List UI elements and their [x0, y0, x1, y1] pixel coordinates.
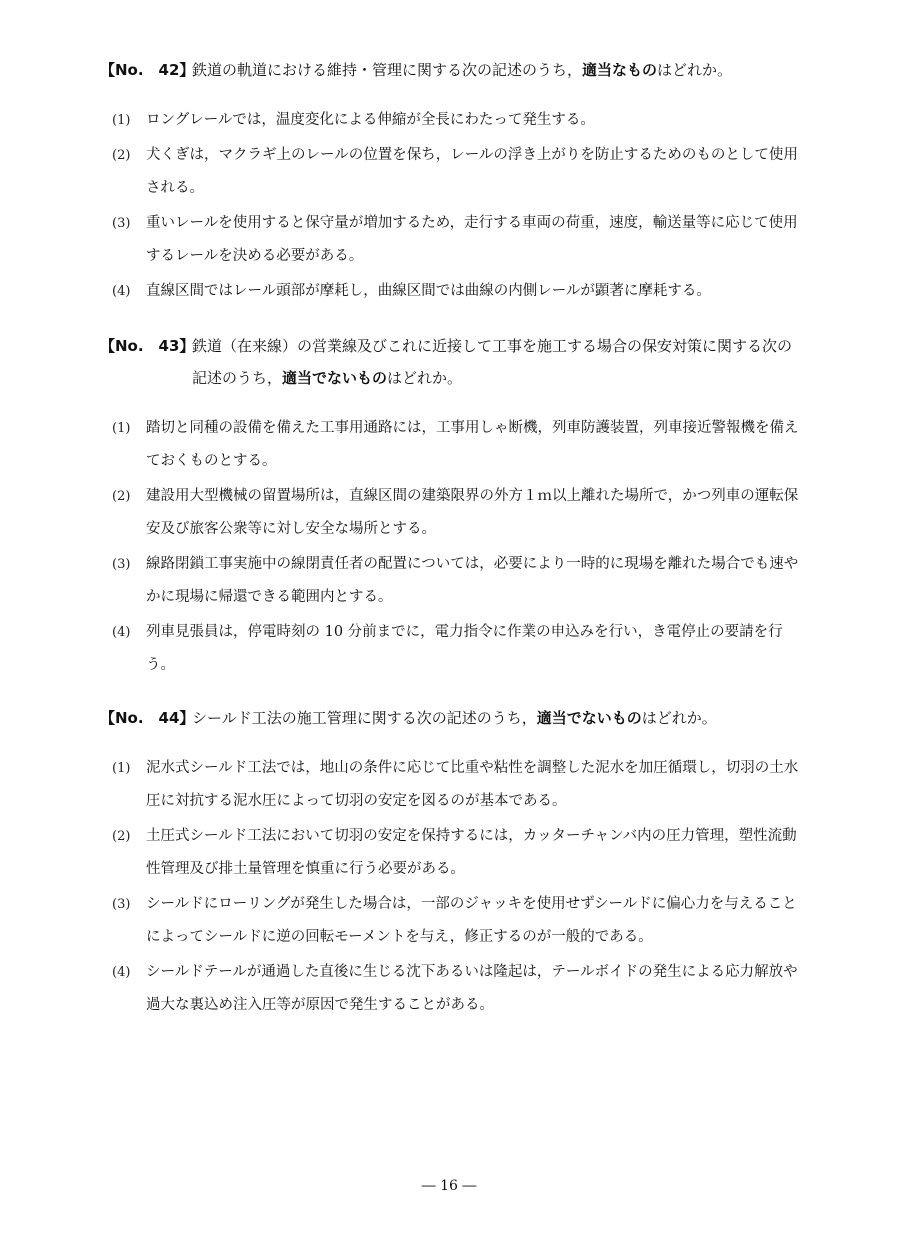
question-42 — [100, 54, 800, 310]
option-number: (1) — [112, 421, 131, 436]
option-item — [112, 616, 800, 682]
question-number: 【No. 42】 — [100, 61, 195, 79]
option-item — [112, 139, 800, 205]
question-stem — [192, 330, 800, 394]
stem-text: 鉄道（在来線）の営業線及びこれに近接して工事を施工する場合の保安対策に関する次の記述のうち， — [192, 337, 793, 387]
option-number: (3) — [112, 216, 131, 231]
stem-emphasis: 適当でないもの — [282, 369, 388, 387]
stem-ending: はどれか。 — [657, 61, 733, 79]
option-number: (2) — [112, 489, 131, 504]
option-text: 線路閉鎖工事実施中の線閉責任者の配置については，必要により一時的に現場を離れた場合でも速やかに現場に帰還できる範囲内とする。 — [146, 556, 799, 605]
option-item — [112, 480, 800, 546]
option-item — [112, 956, 800, 1022]
option-list — [100, 752, 800, 1022]
option-text: シールドにローリングが発生した場合は，一部のジャッキを使用せずシールドに偏心力を与えることによってシールドに逆の回転モーメントを与え，修正するのが一般的である。 — [146, 896, 797, 945]
option-item — [112, 207, 800, 273]
option-text: ロングレールでは，温度変化による伸縮が全長にわたって発生する。 — [146, 112, 595, 128]
option-text: 直線区間ではレール頭部が摩耗し，曲線区間では曲線の内側レールが顕著に摩耗する。 — [146, 283, 711, 299]
option-number: (2) — [112, 148, 131, 163]
option-text: 建設用大型機械の留置場所は，直線区間の建築限界の外方１ｍ以上離れた場所で，かつ列車の運転保安及び旅客公衆等に対し安全な場所とする。 — [146, 488, 799, 537]
question-number: 【No. 44】 — [100, 709, 195, 727]
question-header — [100, 330, 800, 394]
option-text: 犬くぎは，マクラギ上のレールの位置を保ち，レールの浮き上がりを防止するためのものとして使用される。 — [146, 147, 798, 196]
option-number: (4) — [112, 284, 131, 299]
stem-ending: はどれか。 — [387, 369, 463, 387]
option-item — [112, 104, 800, 137]
option-item — [112, 888, 800, 954]
question-number: 【No. 43】 — [100, 337, 195, 355]
option-text: 踏切と同種の設備を備えた工事用通路には，工事用しゃ断機，列車防護装置，列車接近警報機を備えておくものとする。 — [146, 420, 799, 469]
option-item — [112, 548, 800, 614]
option-text: 土圧式シールド工法において切羽の安定を保持するには，カッターチャンバ内の圧力管理，塑性流動性管理及び排土量管理を慎重に行う必要がある。 — [146, 828, 797, 877]
stem-emphasis: 適当でないもの — [536, 709, 642, 727]
question-43 — [100, 330, 800, 684]
question-header — [100, 702, 800, 734]
option-list — [100, 412, 800, 682]
option-list — [100, 104, 800, 308]
option-text: シールドテールが通過した直後に生じる沈下あるいは隆起は，テールボイドの発生による応力解放や過大な裏込め注入圧等が原因で発生することがある。 — [146, 964, 798, 1013]
option-number: (3) — [112, 897, 131, 912]
option-text: 列車見張員は，停電時刻の 10 分前までに，電力指令に作業の申込みを行い，き電停止の要請を行う。 — [146, 624, 783, 673]
question-44 — [100, 702, 800, 1024]
option-number: (1) — [112, 761, 131, 776]
question-stem — [192, 702, 800, 734]
stem-emphasis: 適当なもの — [582, 61, 658, 79]
option-item — [112, 412, 800, 478]
option-text: 重いレールを使用すると保守量が増加するため，走行する車両の荷重，速度，輸送量等に応じて使用するレールを決める必要がある。 — [146, 215, 798, 264]
option-number: (3) — [112, 557, 131, 572]
option-item — [112, 820, 800, 886]
stem-ending: はどれか。 — [641, 709, 717, 727]
question-header — [100, 54, 800, 86]
option-number: (2) — [112, 829, 131, 844]
page-number: ― 16 ― — [421, 1178, 477, 1194]
question-stem — [192, 54, 800, 86]
option-number: (1) — [112, 113, 131, 128]
stem-text: シールド工法の施工管理に関する次の記述のうち， — [192, 709, 537, 727]
option-item — [112, 275, 800, 308]
option-number: (4) — [112, 965, 131, 980]
stem-text: 鉄道の軌道における維持・管理に関する次の記述のうち， — [192, 61, 583, 79]
option-text: 泥水式シールド工法では，地山の条件に応じて比重や粘性を調整した泥水を加圧循環し，切羽の土水圧に対抗する泥水圧によって切羽の安定を図るのが基本である。 — [146, 760, 799, 809]
option-number: (4) — [112, 625, 131, 640]
option-item — [112, 752, 800, 818]
